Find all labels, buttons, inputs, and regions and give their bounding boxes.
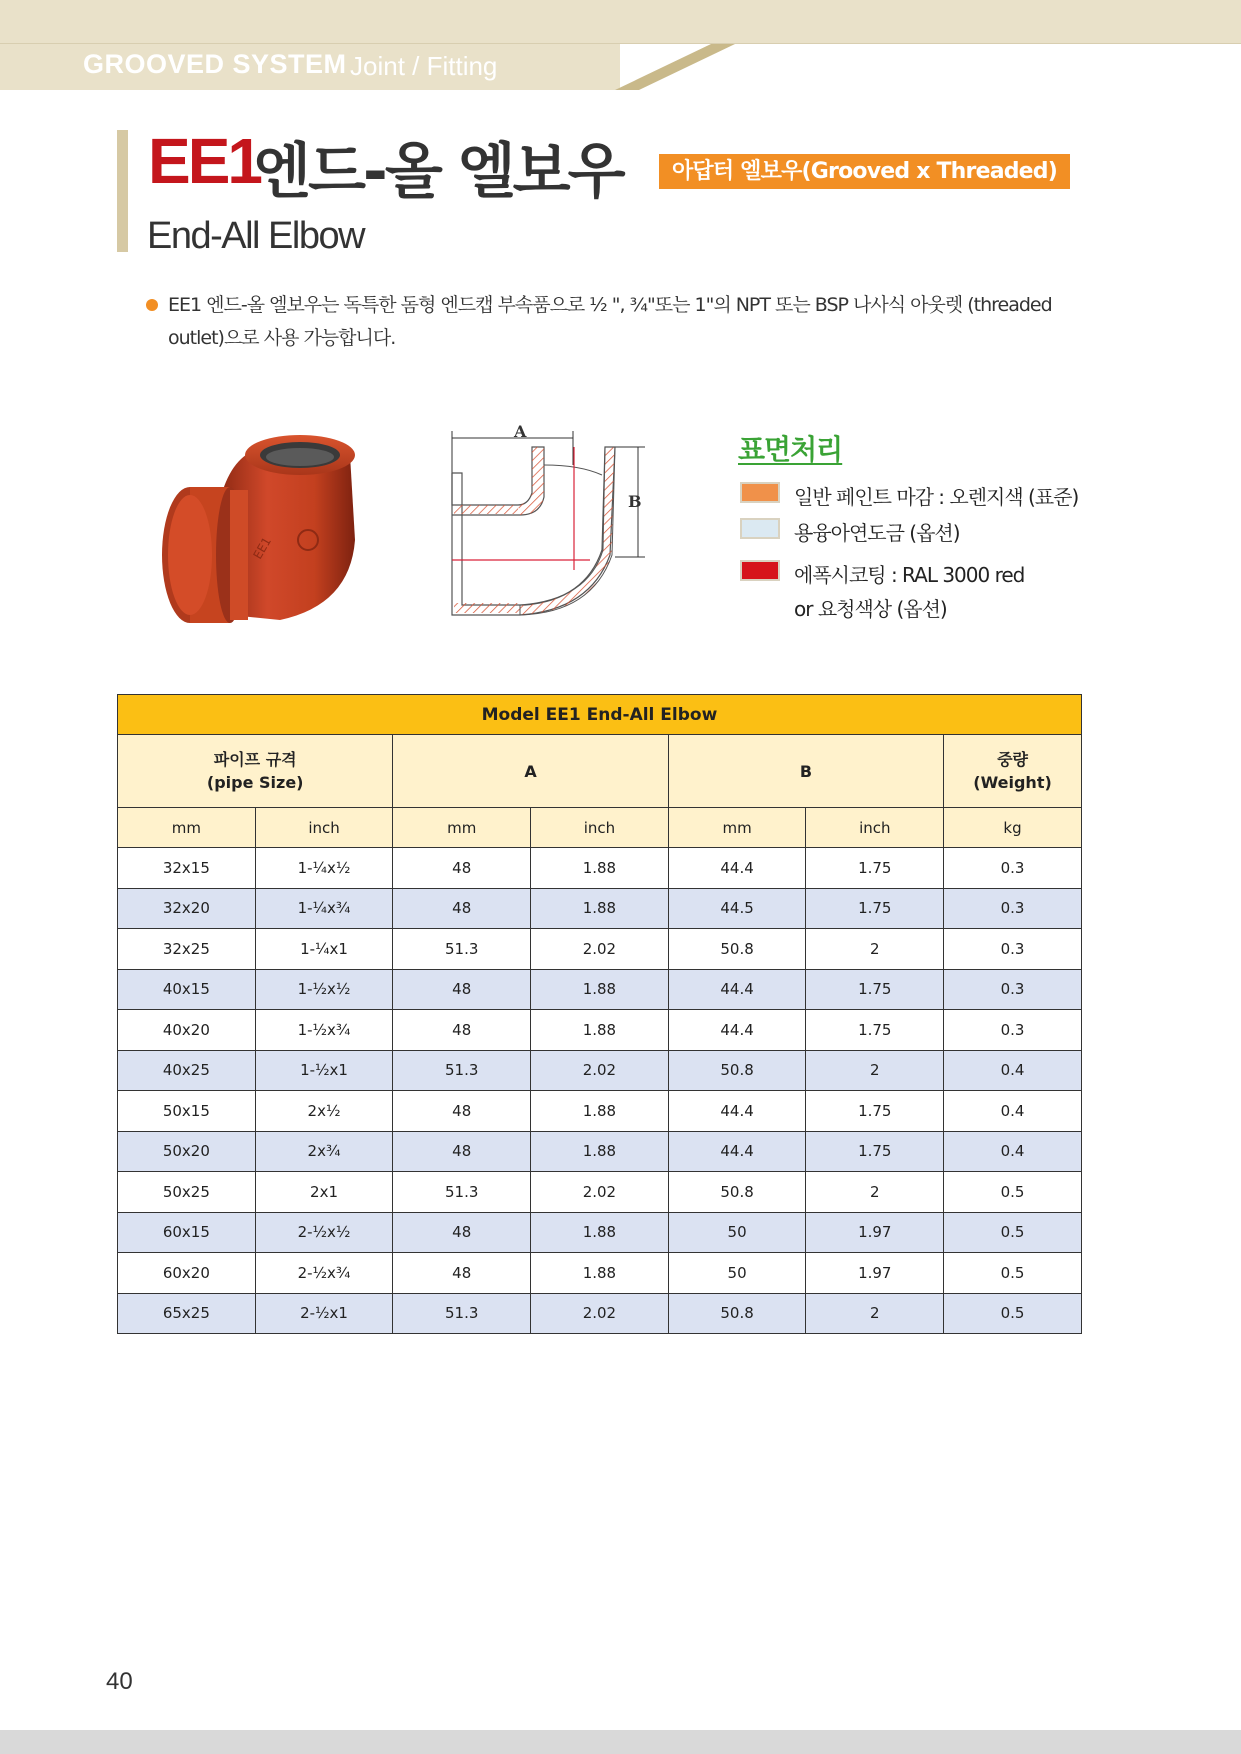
table-cell: 50x15: [118, 1091, 256, 1132]
table-cell: 51.3: [393, 1172, 531, 1213]
table-cell: 1.75: [806, 1091, 944, 1132]
table-cell: 65x25: [118, 1293, 256, 1334]
page-number: 40: [106, 1668, 133, 1695]
table-row: [118, 969, 1082, 1010]
table-row: [118, 1131, 1082, 1172]
table-row: [118, 1212, 1082, 1253]
table-cell: 1.88: [531, 1091, 669, 1132]
table-cell: 2x¾: [255, 1131, 393, 1172]
table-cell: 1.88: [531, 969, 669, 1010]
table-cell: 2.02: [531, 1293, 669, 1334]
table-cell: 2-½x1: [255, 1293, 393, 1334]
table-cell: 48: [393, 888, 531, 929]
table-cell: 0.3: [944, 969, 1082, 1010]
table-row: [118, 1293, 1082, 1334]
header-pipe-size-ko: 파이프 규격: [213, 750, 297, 769]
spec-table: [117, 694, 1082, 1334]
header-weight-en: (Weight): [973, 773, 1052, 792]
header-b: B: [668, 735, 943, 808]
header-subtitle: Joint / Fitting: [350, 51, 498, 81]
product-name-korean: 엔드-올 엘보우: [253, 137, 623, 207]
table-cell: 1-½x¾: [255, 1010, 393, 1051]
table-cell: 1-½x1: [255, 1050, 393, 1091]
unit-header: mm: [118, 808, 256, 848]
orange-swatch: [740, 482, 780, 503]
svg-text:EE1: EE1: [250, 534, 275, 562]
unit-header: kg: [944, 808, 1082, 848]
surface-option-label: 일반 페인트 마감 : 오렌지색 (표준): [794, 485, 1079, 509]
table-cell: 0.5: [944, 1212, 1082, 1253]
table-cell: 0.5: [944, 1172, 1082, 1213]
table-cell: 44.4: [668, 969, 806, 1010]
table-cell: 44.4: [668, 1131, 806, 1172]
unit-header: mm: [393, 808, 531, 848]
table-cell: 1.88: [531, 1212, 669, 1253]
table-cell: 50.8: [668, 929, 806, 970]
table-cell: 1-¼x½: [255, 848, 393, 889]
table-cell: 2.02: [531, 1050, 669, 1091]
table-cell: 50x25: [118, 1172, 256, 1213]
table-row: [118, 1091, 1082, 1132]
table-cell: 44.5: [668, 888, 806, 929]
table-cell: 44.4: [668, 1091, 806, 1132]
red-swatch: [740, 560, 780, 581]
table-cell: 2-½x½: [255, 1212, 393, 1253]
table-cell: 1.88: [531, 888, 669, 929]
table-cell: 1.75: [806, 1010, 944, 1051]
table-cell: 50.8: [668, 1172, 806, 1213]
table-cell: 1.97: [806, 1212, 944, 1253]
table-cell: 1.97: [806, 1253, 944, 1294]
table-cell: 0.3: [944, 929, 1082, 970]
table-cell: 1-½x½: [255, 969, 393, 1010]
table-cell: 1.88: [531, 1131, 669, 1172]
product-type-badge: 아답터 엘보우(Grooved x Threaded): [659, 154, 1070, 189]
table-cell: 0.4: [944, 1050, 1082, 1091]
table-cell: 1.75: [806, 888, 944, 929]
table-cell: 2: [806, 1172, 944, 1213]
table-cell: 48: [393, 848, 531, 889]
table-cell: 40x15: [118, 969, 256, 1010]
table-cell: 1.88: [531, 1253, 669, 1294]
surface-treatment-title: 표면처리: [738, 433, 843, 466]
unit-header: inch: [531, 808, 669, 848]
table-cell: 2x1: [255, 1172, 393, 1213]
table-cell: 0.3: [944, 848, 1082, 889]
header-pipe-size-en: (pipe Size): [206, 773, 304, 792]
table-cell: 32x20: [118, 888, 256, 929]
footer-band: [0, 1730, 1241, 1754]
table-cell: 48: [393, 1212, 531, 1253]
header-band: [0, 0, 1241, 90]
table-cell: 44.4: [668, 1010, 806, 1051]
table-cell: 40x20: [118, 1010, 256, 1051]
table-cell: 50x20: [118, 1131, 256, 1172]
table-cell: 1.75: [806, 1131, 944, 1172]
table-cell: 2: [806, 1050, 944, 1091]
table-cell: 1-¼x¾: [255, 888, 393, 929]
table-cell: 0.3: [944, 1010, 1082, 1051]
table-cell: 1.75: [806, 848, 944, 889]
surface-option-label: 용융아연도금 (옵션): [794, 521, 960, 545]
table-cell: 0.4: [944, 1131, 1082, 1172]
header-band-top: [0, 0, 1241, 44]
table-row: [118, 848, 1082, 889]
table-row: [118, 1253, 1082, 1294]
table-cell: 51.3: [393, 1050, 531, 1091]
table-row: [118, 1010, 1082, 1051]
table-cell: 48: [393, 1253, 531, 1294]
product-description: EE1 엔드-올 엘보우는 독특한 돔형 엔드캡 부속품으로 ½ ", ¾"또는 1"의 NPT 또는 BSP 나사식 아웃렛 (threaded outlet)으로 사용 가능합니다.: [168, 294, 1052, 349]
table-cell: 48: [393, 1091, 531, 1132]
table-cell: 50: [668, 1212, 806, 1253]
product-name-english: End-All Elbow: [147, 215, 365, 257]
dimension-drawing: [440, 425, 655, 630]
table-cell: 2x½: [255, 1091, 393, 1132]
unit-header: inch: [806, 808, 944, 848]
table-cell: 48: [393, 969, 531, 1010]
table-cell: 0.5: [944, 1253, 1082, 1294]
table-cell: 1-¼x1: [255, 929, 393, 970]
table-cell: 1.88: [531, 848, 669, 889]
table-cell: 1.75: [806, 969, 944, 1010]
dimension-a-label: A: [514, 425, 527, 441]
table-cell: 50.8: [668, 1293, 806, 1334]
product-code: EE1: [148, 125, 260, 197]
table-cell: 0.3: [944, 888, 1082, 929]
table-cell: 1.88: [531, 1010, 669, 1051]
table-cell: 50: [668, 1253, 806, 1294]
bullet-icon: [146, 299, 158, 311]
product-photo: [160, 430, 370, 630]
table-cell: 2: [806, 929, 944, 970]
header-weight-ko: 중량: [997, 750, 1028, 769]
table-row: [118, 929, 1082, 970]
table-cell: 32x15: [118, 848, 256, 889]
table-cell: 40x25: [118, 1050, 256, 1091]
table-cell: 2: [806, 1293, 944, 1334]
spec-table-body: [118, 848, 1082, 1334]
table-cell: 48: [393, 1131, 531, 1172]
table-caption: Model EE1 End-All Elbow: [118, 695, 1082, 735]
table-cell: 2.02: [531, 1172, 669, 1213]
table-cell: 50.8: [668, 1050, 806, 1091]
table-cell: 60x20: [118, 1253, 256, 1294]
surface-option-label-line2: or 요청색상 (옵션): [794, 597, 947, 621]
table-cell: 44.4: [668, 848, 806, 889]
table-cell: 32x25: [118, 929, 256, 970]
title-accent-bar: [117, 130, 128, 252]
unit-header: mm: [668, 808, 806, 848]
table-cell: 2-½x¾: [255, 1253, 393, 1294]
surface-option-label: 에폭시코팅 : RAL 3000 red: [794, 563, 1025, 587]
table-cell: 0.4: [944, 1091, 1082, 1132]
table-cell: 60x15: [118, 1212, 256, 1253]
unit-header: inch: [255, 808, 393, 848]
table-cell: 51.3: [393, 1293, 531, 1334]
table-cell: 51.3: [393, 929, 531, 970]
header-system-title: GROOVED SYSTEM: [83, 49, 347, 79]
table-row: [118, 888, 1082, 929]
galvanized-swatch: [740, 518, 780, 539]
header-a: A: [393, 735, 668, 808]
table-cell: 0.5: [944, 1293, 1082, 1334]
dimension-b-label: B: [628, 492, 642, 511]
table-row: [118, 1050, 1082, 1091]
header-weight: [944, 735, 1082, 808]
table-row: [118, 1172, 1082, 1213]
table-cell: 2.02: [531, 929, 669, 970]
header-pipe-size: [118, 735, 393, 808]
table-cell: 48: [393, 1010, 531, 1051]
